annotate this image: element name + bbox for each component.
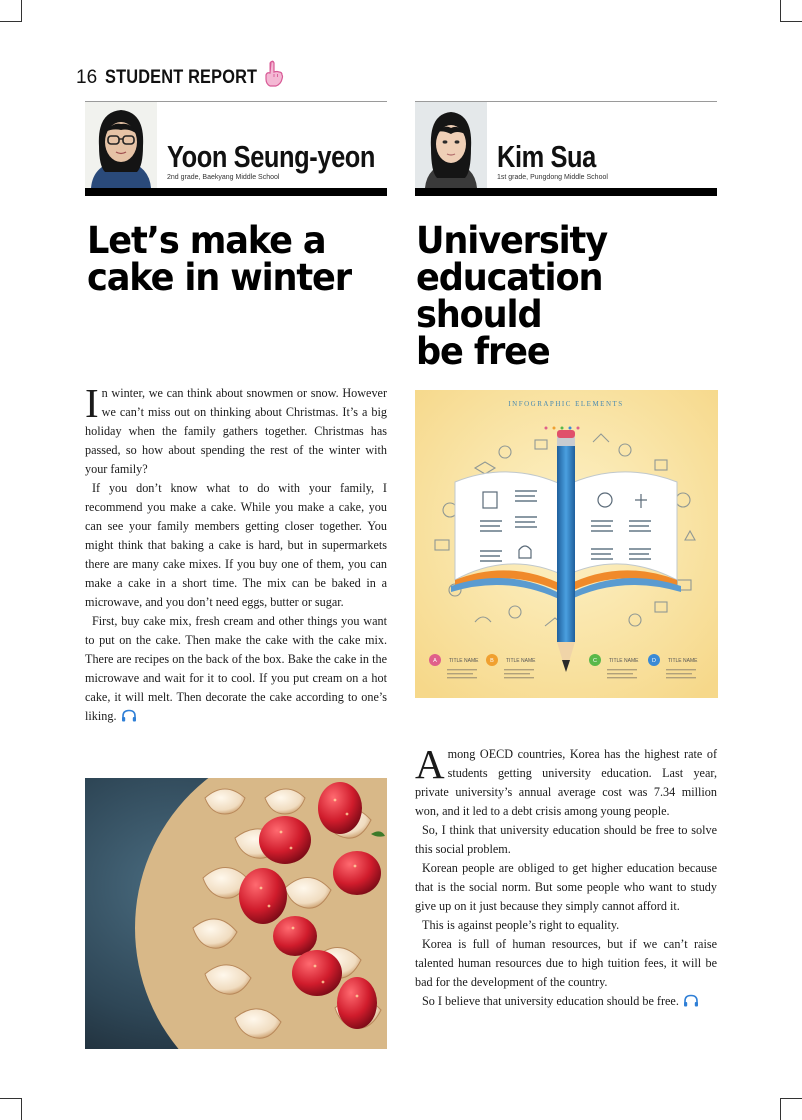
crop-mark — [780, 0, 781, 22]
paragraph: Among OECD countries, Korea has the highest rate of students getting university education. Last year, private university’s annual average cost was 7.34 million won, and it led to a debt crisis among young people. — [415, 741, 717, 818]
author-name: Kim Sua — [497, 139, 596, 174]
paragraph: So I believe that university education should be free. — [415, 992, 717, 1011]
crop-mark — [0, 1098, 22, 1099]
author-school: 2nd grade, Baekyang Middle School — [167, 174, 280, 181]
step-letter: A — [433, 658, 437, 664]
headline-line: University — [416, 219, 607, 262]
crop-mark — [780, 21, 802, 22]
headphones-icon[interactable] — [121, 709, 137, 722]
author-school: 1st grade, Pungdong Middle School — [497, 174, 608, 181]
paragraph: First, buy cake mix, fresh cream and other things you want to put on the cake. Then make the cake with the cake mix. There are recipes on the back of the box. Bake the cake in the microwave and wait for it to cool. If you put cream on a hot cake, it will melt. Then decorate the cake according to one’s liking. — [85, 614, 387, 723]
drop-cap: A — [415, 741, 445, 787]
pointing-hand-icon — [262, 60, 284, 88]
paragraph: Korean people are obliged to get higher education because that is the social norm. But some people who want to study give up on it just because they simply cannot afford it. — [415, 861, 717, 913]
crop-mark — [21, 0, 22, 22]
cake-photo — [85, 778, 387, 1049]
paragraph: In winter, we can think about snowmen or snow. However we can’t miss out on thinking about Christmas. It’s a big holiday when the family gathers together. Christmas has passed, so how about spending the rest of the winter with your family? — [85, 380, 387, 476]
article-headline — [416, 219, 711, 373]
paragraph: This is against people’s right to equality. — [422, 918, 620, 932]
article-body — [415, 741, 717, 1011]
step-title: TITLE NAME — [449, 658, 479, 664]
paragraph: Korea is full of human resources, but if we can’t raise talented human resources due to high tuition fees, it will be bad for the development of the country. — [415, 937, 717, 989]
headline-line: education should — [416, 256, 603, 336]
step-title: TITLE NAME — [506, 658, 536, 664]
page-header — [76, 64, 282, 92]
section-title: STUDENT REPORT — [105, 67, 258, 88]
infographic-title: INFOGRAPHIC ELEMENTS — [508, 400, 624, 408]
step-title: TITLE NAME — [609, 658, 639, 664]
headline-line: Let’s make a — [87, 219, 326, 262]
author-photo — [415, 102, 487, 188]
drop-cap: I — [85, 380, 99, 426]
page-number: 16 — [76, 67, 98, 88]
step-letter: B — [490, 658, 494, 664]
author-photo — [85, 102, 157, 188]
step-letter: C — [593, 658, 597, 664]
paragraph: If you don’t know what to do with your family, I recommend you make a cake. While you make a cake, you can see your family members getting closer together. You might think that baking a cake is hard, but in supermarkets there are many cake mixes. If you buy one of them, you can make a cake in a short time. The mix can be baked in a microwave, and you don’t need eggs, butter or sugar. — [85, 481, 387, 609]
article-headline — [87, 219, 374, 299]
rule-bar — [415, 188, 717, 196]
author-name: Yoon Seung-yeon — [167, 139, 376, 174]
paragraph: So, I think that university education should be free to solve this social problem. — [415, 823, 717, 856]
article-body — [85, 380, 387, 726]
crop-mark — [21, 1098, 22, 1120]
step-letter: D — [652, 658, 656, 664]
crop-mark — [780, 1098, 802, 1099]
infographic-image — [415, 390, 718, 698]
headline-line: cake in winter — [87, 256, 351, 299]
headline-line: be free — [416, 330, 550, 373]
step-title: TITLE NAME — [668, 658, 698, 664]
crop-mark — [780, 1098, 781, 1120]
headphones-icon[interactable] — [683, 994, 699, 1007]
crop-mark — [0, 21, 22, 22]
rule-bar — [85, 188, 387, 196]
